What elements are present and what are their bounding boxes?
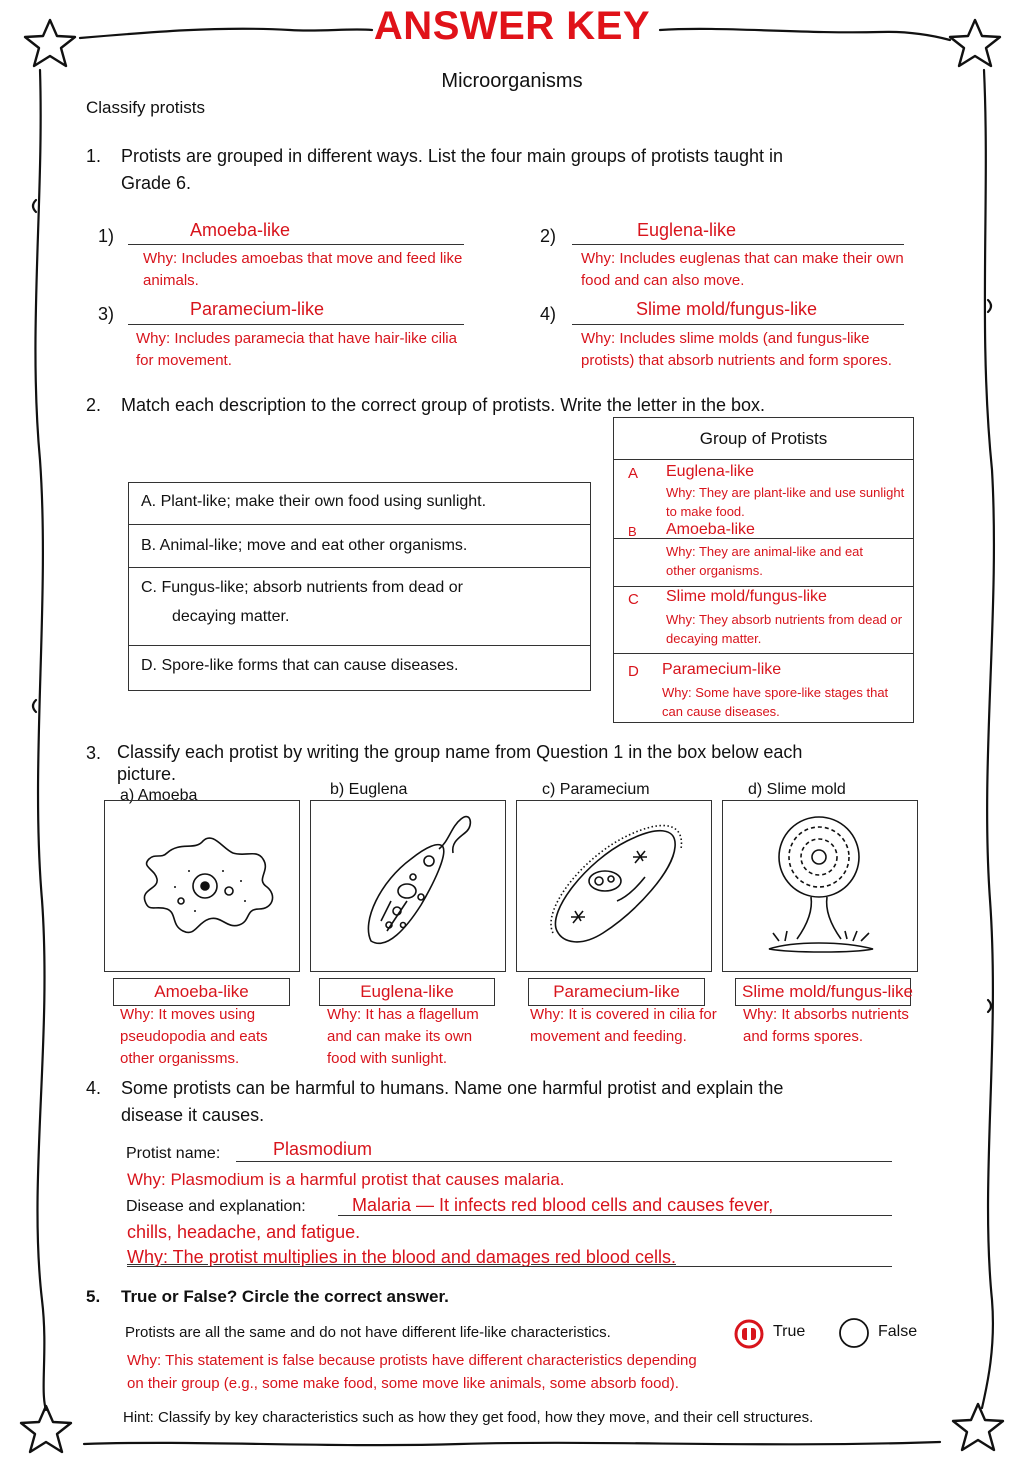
q3-why: Why: It has a flagellum and can make its own food with sunlight. xyxy=(327,1006,479,1067)
picture-label: a) Amoeba xyxy=(120,787,198,804)
star-bottom-right xyxy=(953,1404,1003,1450)
q1-why: Why: Includes paramecia that have hair-like cilia for movement. xyxy=(136,330,457,369)
q3-answer-box: Amoeba-like xyxy=(113,978,290,1006)
false-radio[interactable] xyxy=(838,1317,870,1349)
description-row-cont: decaying matter. xyxy=(172,608,290,625)
group-table xyxy=(613,417,914,723)
q5-why: Why: This statement is false because protists have different characteristics depending xyxy=(127,1352,697,1369)
euglena-picture xyxy=(310,800,506,972)
slime-mold-illustration xyxy=(723,801,916,970)
q5-why-cont: on their group (e.g., some make food, some move like animals, some absorb food). xyxy=(127,1375,679,1392)
false-label[interactable]: False xyxy=(878,1323,918,1340)
q1-item-num: 1) xyxy=(98,226,115,246)
description-row: C. Fungus-like; absorb nutrients from dead or xyxy=(141,579,463,596)
group-name: Paramecium-like xyxy=(662,661,782,678)
euglena-illustration xyxy=(311,801,504,970)
q1-why: Why: Includes euglenas that can make their own food and can also move. xyxy=(581,250,904,289)
q3-why: Why: It absorbs nutrients and forms spores. xyxy=(743,1006,909,1045)
slime-mold-picture xyxy=(722,800,918,972)
answer-line xyxy=(127,1266,892,1267)
q1-number: 1. xyxy=(86,146,102,166)
q3-number: 3. xyxy=(86,743,102,763)
group-why: Why: They absorb nutrients from dead or decaying matter. xyxy=(666,612,903,646)
q2-text: Match each description to the correct group of protists. Write the letter in the box. xyxy=(121,395,765,415)
protist-name-why: Why: Plasmodium is a harmful protist that causes malaria. xyxy=(127,1170,565,1189)
group-letter: D xyxy=(628,663,639,680)
picture-label: d) Slime mold xyxy=(748,781,846,798)
group-name: Slime mold/fungus-like xyxy=(666,588,827,605)
q5-number: 5. xyxy=(86,1287,101,1306)
disease-why: Why: The protist multiplies in the blood and damages red blood cells. xyxy=(127,1247,676,1267)
description-row: B. Animal-like; move and eat other organisms. xyxy=(141,537,468,554)
q1-why: Why: Includes amoebas that move and feed like animals. xyxy=(143,250,463,289)
description-table xyxy=(128,482,591,691)
q3-answer-box: Paramecium-like xyxy=(528,978,705,1006)
q4-text: Some protists can be harmful to humans. Name one harmful protist and explain the disease it causes. xyxy=(121,1078,784,1125)
group-name: Amoeba-like xyxy=(666,521,755,538)
page-title: ANSWER KEY xyxy=(373,4,651,48)
group-why: Why: Some have spore-like stages that can cause diseases. xyxy=(662,685,889,719)
group-name: Euglena-like xyxy=(666,463,755,480)
q1-answer: Paramecium-like xyxy=(190,299,325,319)
q1-answer: Slime mold/fungus-like xyxy=(636,299,818,319)
group-letter: A xyxy=(628,465,639,482)
answer-line xyxy=(236,1161,892,1162)
disease-label: Disease and explanation: xyxy=(126,1198,306,1215)
q1-item-num: 2) xyxy=(540,226,557,246)
group-why: Why: They are animal-like and eat other organisms. xyxy=(666,544,864,578)
description-row: D. Spore-like forms that can cause diseases. xyxy=(141,657,459,674)
hint-text: Hint: Classify by key characteristics such as how they get food, how they move, and their cell structures. xyxy=(123,1409,814,1426)
section-heading: Classify protists xyxy=(86,98,206,117)
paramecium-illustration xyxy=(517,801,710,970)
q1-item-num: 4) xyxy=(540,304,557,324)
picture-label: b) Euglena xyxy=(330,781,408,798)
answer-line xyxy=(338,1215,892,1216)
q5-text: True or False? Circle the correct answer. xyxy=(121,1287,449,1306)
disease-answer: Malaria — It infects red blood cells and causes fever, xyxy=(352,1195,774,1215)
true-radio-circled[interactable] xyxy=(733,1318,765,1350)
q3-answer-box: Slime mold/fungus-like xyxy=(735,978,911,1006)
protist-name-label: Protist name: xyxy=(126,1145,221,1162)
q5-statement: Protists are all the same and do not have different life-like characteristics. xyxy=(125,1324,611,1341)
disease-answer-cont: chills, headache, and fatigue. xyxy=(127,1222,361,1242)
group-letter: C xyxy=(628,591,639,608)
star-bottom-left xyxy=(21,1406,71,1452)
paramecium-picture xyxy=(516,800,712,972)
q1-why: Why: Includes slime molds (and fungus-like protists) that absorb nutrients and form spores. xyxy=(581,330,892,369)
q3-why: Why: It is covered in cilia for movement and feeding. xyxy=(530,1006,717,1045)
group-letter: B xyxy=(628,524,637,539)
q4-number: 4. xyxy=(86,1078,102,1098)
answer-line xyxy=(128,324,464,325)
true-label[interactable]: True xyxy=(773,1323,806,1340)
answer-line xyxy=(128,244,464,245)
group-table-header: Group of Protists xyxy=(699,429,828,448)
answer-line xyxy=(572,244,904,245)
answer-line xyxy=(572,324,904,325)
q1-answer: Euglena-like xyxy=(637,220,737,240)
amoeba-picture xyxy=(104,800,300,972)
q3-answer-box: Euglena-like xyxy=(319,978,495,1006)
q2-number: 2. xyxy=(86,395,102,415)
q1-text: Protists are grouped in different ways. List the four main groups of protists taught in Grade 6. xyxy=(121,146,784,193)
q3-why: Why: It moves using pseudopodia and eats other organissms. xyxy=(120,1006,268,1067)
amoeba-illustration xyxy=(105,801,298,970)
picture-label: c) Paramecium xyxy=(542,781,650,798)
protist-name-answer: Plasmodium xyxy=(273,1139,373,1159)
q3-text: Classify each protist by writing the group name from Question 1 in the box below each picture. xyxy=(117,742,803,784)
q1-item-num: 3) xyxy=(98,304,115,324)
worksheet-subtitle: Microorganisms xyxy=(441,70,583,92)
description-row: A. Plant-like; make their own food using sunlight. xyxy=(141,493,487,510)
group-why: Why: They are plant-like and use sunlight to make food. xyxy=(666,485,905,519)
q1-answer: Amoeba-like xyxy=(190,220,291,240)
